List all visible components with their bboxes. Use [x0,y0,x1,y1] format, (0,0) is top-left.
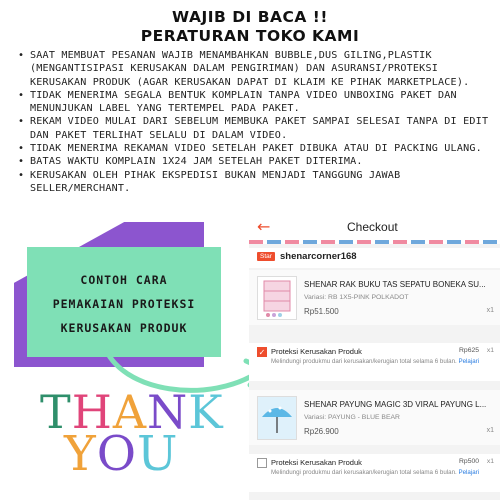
checkout-title: Checkout [347,220,398,234]
learn-more-link[interactable]: Pelajari [458,358,480,365]
protection-checkbox-checked[interactable]: ✓ [258,348,266,357]
product-thumbnail [257,276,297,320]
shop-row [249,248,500,268]
shop-name[interactable]: shenarcorner168 [280,251,357,262]
rules-list [16,49,492,195]
product-price: Rp26.900 [304,427,339,436]
protection-option[interactable] [249,343,500,381]
thank-you-letter: A [112,385,148,439]
product-thumbnail [257,396,297,440]
cart-item[interactable] [249,270,500,325]
protection-title: Proteksi Kerusakan Produk [271,347,362,356]
product-variant: Variasi: RB 1X5-PINK POLKADOT [304,294,409,301]
you-text [64,428,179,480]
thank-you-letter: U [137,426,179,482]
thank-you-letter: O [96,426,138,482]
protection-price: Rp625 [459,347,480,354]
protection-option[interactable] [249,454,500,492]
title-line-1: WAJIB DI BACA !! [172,8,328,26]
product-name: SHENAR RAK BUKU TAS SEPATU BONEKA SU... [304,280,486,289]
shelf-image-icon [258,277,296,319]
example-caption [27,268,221,340]
star-badge: Star [257,252,275,261]
protection-desc-text: Melindungi produkmu dari kerusakan/kerugian total selama 6 bulan. [271,469,457,476]
product-price: Rp51.500 [304,307,339,316]
thank-you-letter: K [188,385,224,439]
protection-desc-text: Melindungi produkmu dari kerusakan/kerugian total selama 6 bulan. [271,358,457,365]
protection-qty: x1 [486,458,494,465]
rule-item: • KERUSAKAN OLEH PIHAK EKSPEDISI BUKAN MENJADI TANGGUNG JAWAB SELLER/MERCHANT. [16,169,492,196]
rule-item: • TIDAK MENERIMA SEGALA BENTUK KOMPLAIN TANPA VIDEO UNBOXING PAKET DAN MENUNJUKAN LABEL YANG TERTEMPEL PADA PAKET. [16,89,492,116]
checkout-header [249,218,500,240]
product-qty: x1 [486,307,494,314]
thank-you-letter: H [71,385,113,439]
thank-you-letter: T [40,385,72,439]
protection-qty: x1 [486,347,494,354]
product-qty: x1 [486,427,494,434]
example-line-2: PEMAKAIAN PROTEKSI [52,297,196,311]
rule-item: • SAAT MEMBUAT PESANAN WAJIB MENAMBAHKAN BUBBLE,DUS GILING,PLASTIK (MENGANTISIPASI KERUSAKAN DALAM PENGIRIMAN) DAN ASURANSI/PROTEKSI KERUSAKAN PRODUK (AGAR KERUSAKAN DAPAT DI KLAIM KE PIHAK MARKETPLACE). [16,49,492,89]
protection-description [271,358,489,367]
rule-item: • REKAM VIDEO MULAI DARI SEBELUM MEMBUKA PAKET SAMPAI SELESAI TANPA DI EDIT DAN PAKET TERLIHAT SELALU DI DALAM VIDEO. [16,115,492,142]
title-line-2: PERATURAN TOKO KAMI [140,27,360,45]
thank-you-letter: N [147,385,189,439]
page-title [0,8,500,46]
example-line-1: CONTOH CARA [80,273,168,287]
back-arrow-icon[interactable]: ← [257,218,271,236]
checkout-screenshot [249,218,500,500]
rule-item: • BATAS WAKTU KOMPLAIN 1X24 JAM SETELAH PAKET DITERIMA. [16,155,492,168]
address-stripe [249,240,500,244]
cart-item[interactable] [249,390,500,445]
protection-description [271,469,489,478]
learn-more-link[interactable]: Pelajari [458,469,480,476]
example-line-3: KERUSAKAN PRODUK [60,321,188,335]
umbrella-image-icon [258,397,296,439]
thank-you-letter: Y [64,426,97,482]
protection-title: Proteksi Kerusakan Produk [271,458,362,467]
protection-price: Rp500 [459,458,480,465]
protection-checkbox-unchecked[interactable] [257,458,267,468]
product-variant: Variasi: PAYUNG - BLUE BEAR [304,414,400,421]
product-name: SHENAR PAYUNG MAGIC 3D VIRAL PAYUNG L... [304,400,487,409]
rule-item: • TIDAK MENERIMA REKAMAN VIDEO SETELAH PAKET DIBUKA ATAU DI PACKING ULANG. [16,142,492,155]
